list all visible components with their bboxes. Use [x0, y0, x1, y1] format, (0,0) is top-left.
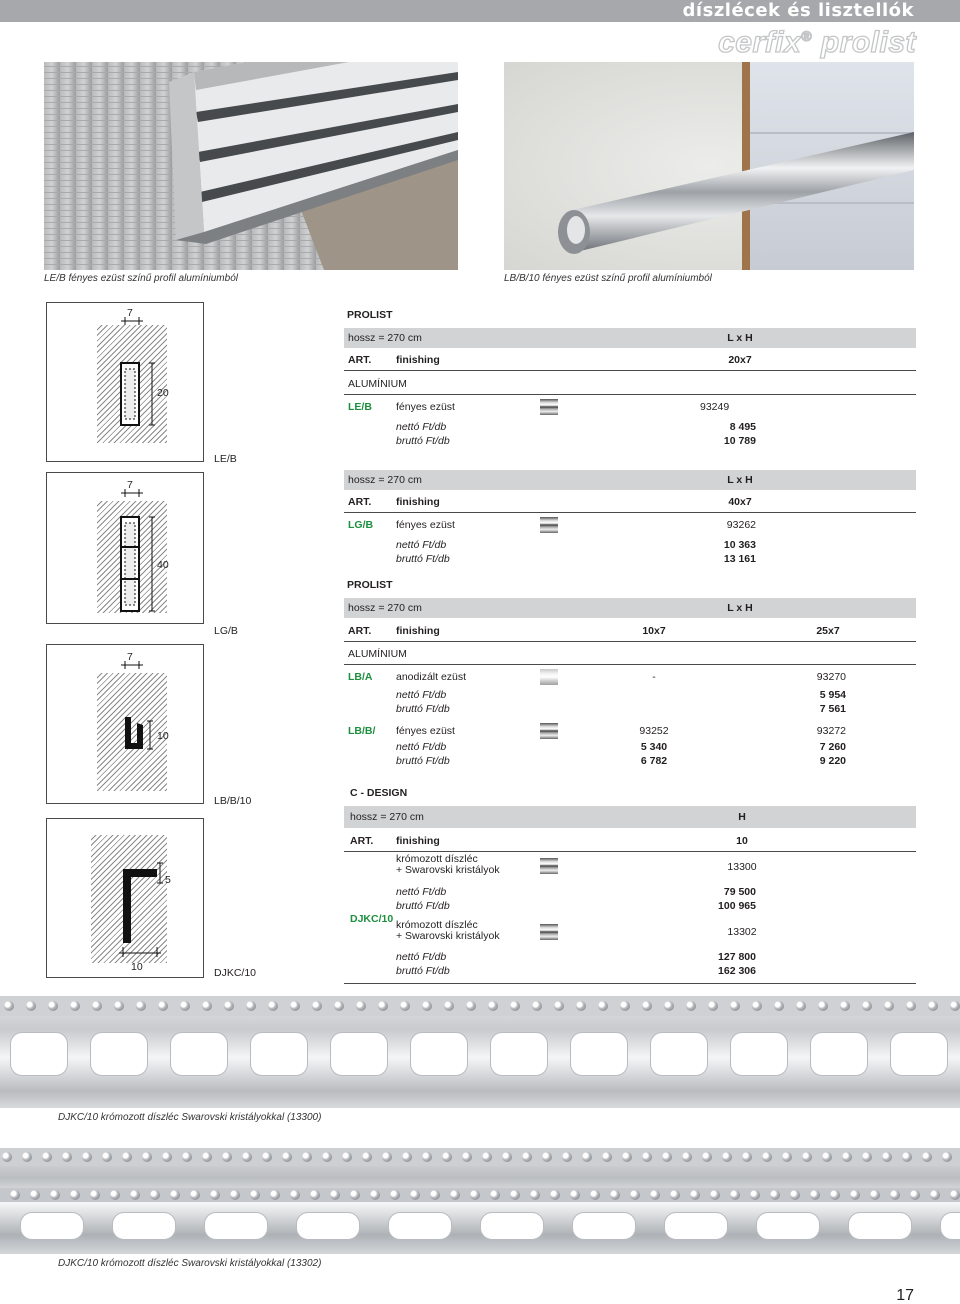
- strip-hole: [810, 1032, 868, 1076]
- crystal-gem: [510, 1190, 520, 1200]
- strip-hole: [330, 1032, 388, 1076]
- net-price: 10 363: [723, 539, 756, 551]
- crystal-gem: [510, 1001, 520, 1011]
- finish-line-1: krómozott díszléc: [396, 853, 478, 865]
- crystal-gem: [550, 1190, 560, 1200]
- photo-djkc10-strip-13302: [0, 1148, 960, 1254]
- crystal-gem: [802, 1152, 812, 1162]
- crystal-gem: [642, 1001, 652, 1011]
- crystal-gem: [790, 1190, 800, 1200]
- table-bottom-rule: [344, 983, 916, 984]
- crystal-gem: [222, 1152, 232, 1162]
- crystal-gem: [302, 1152, 312, 1162]
- crystal-gem: [370, 1190, 380, 1200]
- strip-hole: [570, 1032, 628, 1076]
- crystal-gem: [362, 1152, 372, 1162]
- length-label: hossz = 270 cm: [348, 602, 422, 614]
- crystal-gem: [268, 1001, 278, 1011]
- crystal-gem: [590, 1190, 600, 1200]
- length-bar: [344, 328, 916, 348]
- crystal-gem: [622, 1152, 632, 1162]
- crystal-gem: [742, 1152, 752, 1162]
- net-price: 127 800: [718, 951, 756, 963]
- profile-section-drawing: [47, 645, 205, 805]
- crystal-gem: [466, 1001, 476, 1011]
- crystal-gem: [342, 1152, 352, 1162]
- product-code: LE/B: [348, 401, 372, 413]
- finish-line-2: + Swarovski kristályok: [396, 864, 500, 876]
- art-header: ART.: [348, 354, 372, 366]
- gross-price-label: bruttó Ft/db: [396, 965, 450, 977]
- crystal-gem: [482, 1152, 492, 1162]
- crystal-gem: [942, 1152, 952, 1162]
- product-code: LG/B: [348, 519, 374, 531]
- crystal-gem: [90, 1190, 100, 1200]
- crystal-gem: [576, 1001, 586, 1011]
- crystal-gem: [670, 1190, 680, 1200]
- crystal-gem: [356, 1001, 366, 1011]
- crystal-gem: [202, 1152, 212, 1162]
- crystal-gem: [470, 1190, 480, 1200]
- finish-swatch-shiny-silver: [540, 517, 558, 533]
- crystal-gem: [22, 1152, 32, 1162]
- photo-lbb10-profile: [504, 62, 914, 270]
- diagram-djkc10: [46, 818, 204, 978]
- crystal-gem: [224, 1001, 234, 1011]
- crystal-gem: [770, 1190, 780, 1200]
- side-label-leb: LE/B: [214, 453, 237, 465]
- crystal-gem: [830, 1190, 840, 1200]
- crystal-gem: [902, 1152, 912, 1162]
- net-price-label: nettó Ft/db: [396, 539, 447, 551]
- crystal-gem: [290, 1001, 300, 1011]
- page-title: díszlécek és lisztellók: [682, 0, 914, 21]
- strip-hole: [490, 1032, 548, 1076]
- crystal-gem: [70, 1190, 80, 1200]
- crystal-gem: [664, 1001, 674, 1011]
- crystal-gem: [822, 1152, 832, 1162]
- article-number-1: 93252: [639, 725, 669, 737]
- crystal-gem: [142, 1152, 152, 1162]
- finish-swatch-shiny-silver: [540, 399, 558, 415]
- size-value: 10: [736, 835, 748, 847]
- crystal-gem: [702, 1152, 712, 1162]
- crystal-gem: [290, 1190, 300, 1200]
- crystal-gem: [502, 1152, 512, 1162]
- article-number: 13302: [727, 926, 757, 938]
- crystal-gem: [650, 1190, 660, 1200]
- crystal-gem: [796, 1001, 806, 1011]
- gross-price: 13 161: [723, 553, 756, 565]
- crystal-gem: [910, 1190, 920, 1200]
- strip-hole: [250, 1032, 308, 1076]
- crystal-gem: [530, 1190, 540, 1200]
- crystal-gem: [762, 1152, 772, 1162]
- strip-hole: [848, 1212, 912, 1240]
- crystal-gem: [430, 1190, 440, 1200]
- side-label-djkc10: DJKC/10: [214, 967, 257, 979]
- crystal-gem: [182, 1152, 192, 1162]
- crystal-gem: [662, 1152, 672, 1162]
- crystal-gem: [450, 1190, 460, 1200]
- strip-hole: [756, 1212, 820, 1240]
- crystal-gem: [462, 1152, 472, 1162]
- gross-price-label: bruttó Ft/db: [396, 435, 450, 447]
- finishing-header: finishing: [396, 835, 440, 847]
- length-bar: [344, 598, 916, 618]
- strip-hole: [650, 1032, 708, 1076]
- length-label: hossz = 270 cm: [350, 811, 424, 823]
- crystal-gem: [402, 1152, 412, 1162]
- net-price-label: nettó Ft/db: [396, 951, 447, 963]
- material-rule: [344, 664, 916, 665]
- crystal-gem: [882, 1152, 892, 1162]
- length-bar: [344, 806, 916, 828]
- crystal-gem: [570, 1190, 580, 1200]
- crystal-gem: [928, 1001, 938, 1011]
- crystal-gem: [2, 1152, 12, 1162]
- crystal-gem: [390, 1190, 400, 1200]
- crystal-gem: [490, 1190, 500, 1200]
- crystal-gem: [950, 1190, 960, 1200]
- finish-swatch-chrome: [540, 924, 558, 940]
- section-title: C - DESIGN: [350, 787, 408, 799]
- strip-hole: [730, 1032, 788, 1076]
- product-code: LB/A: [348, 671, 373, 683]
- size-value-1: 10x7: [642, 625, 666, 637]
- brand-suffix: prolist: [820, 26, 916, 59]
- crystal-gem: [410, 1190, 420, 1200]
- diagram-lgb: [46, 472, 204, 624]
- crystal-gem: [4, 1001, 14, 1011]
- crystal-gem: [262, 1152, 272, 1162]
- photo-djkc10-strip-13300: [0, 996, 960, 1108]
- section-title: PROLIST: [347, 579, 393, 591]
- header-rule: [344, 851, 916, 852]
- crystal-gem: [202, 1001, 212, 1011]
- crystal-gem: [542, 1152, 552, 1162]
- crystal-gem: [582, 1152, 592, 1162]
- crystal-gem: [620, 1001, 630, 1011]
- crystal-gem: [400, 1001, 410, 1011]
- brand-logo: [718, 26, 916, 60]
- crystal-gem: [708, 1001, 718, 1011]
- size-value-2: 25x7: [816, 625, 840, 637]
- diagram-lbb10: [46, 644, 204, 804]
- side-label-lgb: LG/B: [214, 625, 238, 637]
- crystal-gem: [150, 1190, 160, 1200]
- finishing-header: finishing: [396, 496, 440, 508]
- crystal-gem: [950, 1001, 960, 1011]
- side-label-lbb10: LB/B/10: [214, 795, 252, 807]
- strip-hole: [410, 1032, 468, 1076]
- crystal-gem: [610, 1190, 620, 1200]
- crystal-gem: [70, 1001, 80, 1011]
- crystal-gem: [488, 1001, 498, 1011]
- section-title: PROLIST: [347, 309, 393, 321]
- dim-height: 10: [157, 730, 169, 742]
- material-rule: [344, 394, 916, 395]
- crystal-gem: [350, 1190, 360, 1200]
- diagram-leb: [46, 302, 204, 462]
- dim-height: 40: [157, 559, 169, 571]
- article-number: 93249: [700, 401, 730, 413]
- crystal-gem: [444, 1001, 454, 1011]
- length-label: hossz = 270 cm: [348, 474, 422, 486]
- crystal-gem: [48, 1001, 58, 1011]
- profile-section-drawing: [47, 819, 205, 979]
- brand-name: cerfix: [718, 26, 802, 59]
- crystal-gem: [122, 1152, 132, 1162]
- dim-height: 20: [157, 387, 169, 399]
- crystal-gem: [598, 1001, 608, 1011]
- photo-right-caption: LB/B/10 fényes ezüst színű profil alumíniumból: [504, 273, 712, 284]
- size-header: L x H: [727, 474, 753, 486]
- crystal-gem: [50, 1190, 60, 1200]
- finish-swatch-anodized-silver: [540, 669, 558, 685]
- crystal-gem: [870, 1190, 880, 1200]
- crystal-gem: [774, 1001, 784, 1011]
- finish-swatch-shiny-silver: [540, 723, 558, 739]
- gross-price-label: bruttó Ft/db: [396, 755, 450, 767]
- strip-hole: [20, 1212, 84, 1240]
- crystal-gem: [330, 1190, 340, 1200]
- length-bar: [344, 470, 916, 490]
- article-number-2: 93270: [816, 671, 846, 683]
- crystal-gem: [422, 1152, 432, 1162]
- dim-width: 7: [127, 651, 133, 663]
- strip2-caption: DJKC/10 krómozott díszléc Swarovski kristályokkal (13302): [58, 1258, 322, 1269]
- size-value: 40x7: [728, 496, 752, 508]
- strip-hole: [664, 1212, 728, 1240]
- crystal-gem: [906, 1001, 916, 1011]
- strip-hole: [480, 1212, 544, 1240]
- page-number: 17: [896, 1287, 914, 1304]
- crystal-gem: [230, 1190, 240, 1200]
- material-label: ALUMÍNIUM: [348, 378, 407, 390]
- net-price-1: 5 340: [640, 741, 668, 753]
- crystal-gem: [130, 1190, 140, 1200]
- size-value: 20x7: [728, 354, 752, 366]
- length-label: hossz = 270 cm: [348, 332, 422, 344]
- finish-name: fényes ezüst: [396, 519, 455, 531]
- crystal-gem: [922, 1152, 932, 1162]
- crystal-gem: [30, 1190, 40, 1200]
- finishing-header: finishing: [396, 354, 440, 366]
- crystal-gem: [532, 1001, 542, 1011]
- crystal-gem: [850, 1190, 860, 1200]
- crystal-gem: [322, 1152, 332, 1162]
- crystal-gem: [312, 1001, 322, 1011]
- crystal-gem: [602, 1152, 612, 1162]
- finishing-header: finishing: [396, 625, 440, 637]
- crystal-gem: [682, 1152, 692, 1162]
- size-header: L x H: [727, 602, 753, 614]
- gross-price-label: bruttó Ft/db: [396, 553, 450, 565]
- photo-left-caption: LE/B fényes ezüst színű profil alumíniumból: [44, 273, 238, 284]
- product-code: DJKC/10: [350, 913, 394, 925]
- gross-price: 10 789: [723, 435, 756, 447]
- crystal-gem: [158, 1001, 168, 1011]
- finish-swatch-chrome: [540, 858, 558, 874]
- crystal-gem: [522, 1152, 532, 1162]
- net-price-2: 5 954: [819, 689, 846, 701]
- crystal-gem: [562, 1152, 572, 1162]
- crystal-gem: [750, 1190, 760, 1200]
- material-label: ALUMÍNIUM: [348, 648, 407, 660]
- gross-price-1: 6 782: [640, 755, 668, 767]
- net-price-label: nettó Ft/db: [396, 689, 447, 701]
- crystal-gem: [210, 1190, 220, 1200]
- finish-line-1: krómozott díszléc: [396, 919, 478, 931]
- crystal-gem: [890, 1190, 900, 1200]
- strip-hole: [10, 1032, 68, 1076]
- gross-price-2: 9 220: [819, 755, 846, 767]
- size-header: H: [738, 811, 746, 823]
- finish-name: fényes ezüst: [396, 401, 455, 413]
- crystal-gem: [246, 1001, 256, 1011]
- crystal-gem: [92, 1001, 102, 1011]
- net-price: 8 495: [729, 421, 756, 433]
- dim-height: 5: [165, 874, 171, 886]
- strip-hole: [170, 1032, 228, 1076]
- dim-width: 7: [127, 307, 133, 319]
- finish-name: anodizált ezüst: [396, 671, 467, 683]
- art-header: ART.: [348, 496, 372, 508]
- strip1-caption: DJKC/10 krómozott díszléc Swarovski kristályokkal (13300): [58, 1112, 322, 1123]
- crystal-gem: [630, 1190, 640, 1200]
- crystal-gem: [42, 1152, 52, 1162]
- crystal-gem: [930, 1190, 940, 1200]
- crystal-gem: [642, 1152, 652, 1162]
- product-code: LB/B/: [348, 725, 376, 737]
- strip-hole: [890, 1032, 948, 1076]
- crystal-gem: [422, 1001, 432, 1011]
- crystal-gem: [114, 1001, 124, 1011]
- strip-hole: [204, 1212, 268, 1240]
- gross-price: 100 965: [718, 900, 756, 912]
- crystal-gem: [730, 1001, 740, 1011]
- brand-registered-mark: ®: [801, 28, 812, 44]
- crystal-gem: [442, 1152, 452, 1162]
- crystal-gem: [840, 1001, 850, 1011]
- strip-hole: [572, 1212, 636, 1240]
- crystal-gem: [162, 1152, 172, 1162]
- crystal-gem: [62, 1152, 72, 1162]
- crystal-gem: [842, 1152, 852, 1162]
- crystal-gem: [180, 1001, 190, 1011]
- dim-width: 10: [131, 961, 143, 973]
- crystal-gem: [710, 1190, 720, 1200]
- strip-hole: [112, 1212, 176, 1240]
- crystal-gem: [810, 1190, 820, 1200]
- crystal-gem: [884, 1001, 894, 1011]
- article-number-2: 93272: [816, 725, 846, 737]
- crystal-gem: [818, 1001, 828, 1011]
- crystal-gem: [752, 1001, 762, 1011]
- strip-hole: [296, 1212, 360, 1240]
- crystal-gem: [190, 1190, 200, 1200]
- net-price-label: nettó Ft/db: [396, 421, 447, 433]
- crystal-gem: [242, 1152, 252, 1162]
- crystal-gem: [170, 1190, 180, 1200]
- finish-line-2: + Swarovski kristályok: [396, 930, 500, 942]
- net-price-label: nettó Ft/db: [396, 886, 447, 898]
- strip-hole: [940, 1212, 960, 1240]
- gross-price-label: bruttó Ft/db: [396, 703, 450, 715]
- crystal-gem: [26, 1001, 36, 1011]
- article-number: 13300: [727, 861, 757, 873]
- header-rule: [344, 512, 916, 513]
- strip-hole: [90, 1032, 148, 1076]
- art-header: ART.: [348, 625, 372, 637]
- crystal-gem: [10, 1190, 20, 1200]
- crystal-gem: [334, 1001, 344, 1011]
- gross-price-2: 7 561: [819, 703, 846, 715]
- crystal-gem: [382, 1152, 392, 1162]
- finish-name: fényes ezüst: [396, 725, 455, 737]
- photo-leb-profile: [44, 62, 458, 270]
- art-header: ART.: [350, 835, 374, 847]
- crystal-gem: [862, 1001, 872, 1011]
- profile-section-drawing: [47, 473, 205, 625]
- size-header: L x H: [727, 332, 753, 344]
- net-price-label: nettó Ft/db: [396, 741, 447, 753]
- gross-price: 162 306: [718, 965, 756, 977]
- crystal-gem: [136, 1001, 146, 1011]
- crystal-gem: [310, 1190, 320, 1200]
- crystal-gem: [862, 1152, 872, 1162]
- crystal-gem: [102, 1152, 112, 1162]
- profile-section-drawing: [47, 303, 205, 463]
- article-number-1: -: [652, 671, 656, 683]
- crystal-gem: [554, 1001, 564, 1011]
- gross-price-label: bruttó Ft/db: [396, 900, 450, 912]
- crystal-gem: [82, 1152, 92, 1162]
- crystal-gem: [270, 1190, 280, 1200]
- crystal-gem: [282, 1152, 292, 1162]
- dim-width: 7: [127, 479, 133, 491]
- net-price-2: 7 260: [819, 741, 846, 753]
- crystal-gem: [722, 1152, 732, 1162]
- strip-hole: [388, 1212, 452, 1240]
- crystal-gem: [378, 1001, 388, 1011]
- crystal-gem: [730, 1190, 740, 1200]
- crystal-gem: [782, 1152, 792, 1162]
- crystal-gem: [250, 1190, 260, 1200]
- crystal-gem: [690, 1190, 700, 1200]
- crystal-gem: [686, 1001, 696, 1011]
- net-price: 79 500: [723, 886, 756, 898]
- header-rule: [344, 641, 916, 642]
- header-rule: [344, 370, 916, 371]
- article-number: 93262: [726, 519, 756, 531]
- crystal-gem: [110, 1190, 120, 1200]
